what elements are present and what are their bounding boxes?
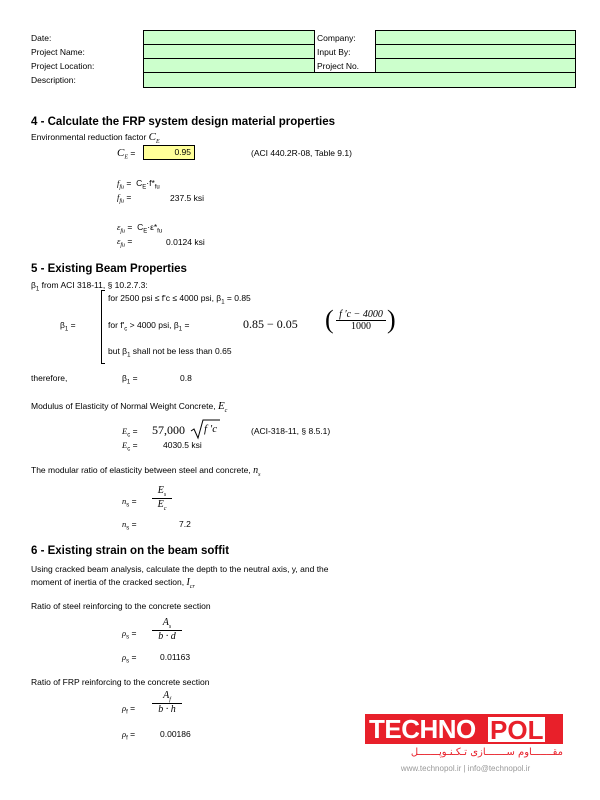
rho-f-result-symbol: $\rho_f$ = xyxy=(122,729,136,742)
project-no-field[interactable] xyxy=(375,58,576,73)
case-2-expression: 0.85 − 0.05 xyxy=(243,317,298,331)
rho-f-formula-symbol: $\rho_f$ = xyxy=(122,703,136,716)
project-location-label: Project Location: xyxy=(31,61,95,71)
ffu-value: 237.5 ksi xyxy=(170,193,205,203)
beta1-symbol: $\beta_1$ = xyxy=(60,320,76,333)
ec-text: Modulus of Elasticity of Normal Weight Concrete, $E_c$ xyxy=(31,400,228,415)
ec-value: 4030.5 ksi xyxy=(163,440,202,450)
analysis-text-line-2: moment of inertia of the cracked section, $I_{cr}$ xyxy=(31,577,195,590)
ec-formula: 57,000 xyxy=(152,423,185,437)
efu-symbol: $\varepsilon_{fu}$ = xyxy=(117,236,133,249)
input-by-label: Input By: xyxy=(317,47,351,57)
case-2-eq: = xyxy=(184,320,190,330)
ec-root: f ′c xyxy=(204,423,218,435)
ec-formula-symbol: $E_c$ = xyxy=(122,426,138,439)
case-2-text: for f' xyxy=(108,320,125,330)
efu-formula: $\varepsilon_{fu} = C_E\cdot\varepsilon*_{fu}$ xyxy=(117,222,163,235)
case-3-tail: shall not be less than 0.65 xyxy=(132,346,232,356)
rho-s-value: 0.01163 xyxy=(160,652,191,662)
rho-s-text: Ratio of steel reinforcing to the concrete section xyxy=(31,601,211,611)
ns-text: The modular ratio of elasticity between steel and concrete, $n_s$ xyxy=(31,465,261,478)
beta-source-label: from ACI 318-11, § 10.2.7.3: xyxy=(41,280,148,290)
section-5-title: 5 - Existing Beam Properties xyxy=(31,263,187,275)
company-field[interactable] xyxy=(375,30,576,45)
ffu-formula: $f_{fu} = C_E\cdot f*_{fu}$ xyxy=(117,178,160,191)
rho-f-value: 0.00186 xyxy=(160,729,191,739)
case-2-denominator: 1000 xyxy=(336,320,386,332)
section-6-title: 6 - Existing strain on the beam soffit xyxy=(31,545,230,557)
ce-symbol: $C_E$ = xyxy=(117,147,136,161)
project-name-field[interactable] xyxy=(143,44,315,59)
case-3: but $\beta_1$ shall not be less than 0.65 xyxy=(108,346,232,359)
paren-left: ( xyxy=(325,305,334,334)
beta1-result-symbol: $\beta_1$ = xyxy=(122,373,138,386)
logo-url: www.technopol.ir | info@technopol.ir xyxy=(400,764,531,773)
beta-source-text: $\beta_1$ from ACI 318-11, § 10.2.7.3: xyxy=(31,280,148,293)
ns-fraction: $\frac{E_s}{E_c}$ xyxy=(152,485,172,512)
env-reduction-label: Environmental reduction factor xyxy=(31,132,147,142)
ns-value: 7.2 xyxy=(179,519,191,529)
beta1-value: 0.8 xyxy=(180,373,192,383)
ce-input[interactable]: 0.95 xyxy=(143,145,195,160)
env-reduction-text: Environmental reduction factor $C_E$ xyxy=(31,131,160,146)
rho-f-fraction: $\frac{A_f}{b \cdot h}$ xyxy=(152,690,182,715)
logo-persian-text: مقـــــــاوم ســـــــازی تـکـنـوپـــــــل xyxy=(410,747,563,758)
date-field[interactable] xyxy=(143,30,315,45)
ce-reference: (ACI 440.2R-08, Table 9.1) xyxy=(251,148,352,158)
project-location-field[interactable] xyxy=(143,58,315,73)
analysis-text-line-1: Using cracked beam analysis, calculate the depth to the neutral axis, y, and the xyxy=(31,564,329,574)
project-no-label: Project No. xyxy=(317,61,360,71)
description-field[interactable] xyxy=(143,72,576,88)
case-2-sub: c xyxy=(124,326,128,333)
efu-value: 0.0124 ksi xyxy=(166,237,205,247)
case-2-tail: > 4000 psi, β xyxy=(129,320,179,330)
input-by-field[interactable] xyxy=(375,44,576,59)
project-name-label: Project Name: xyxy=(31,47,85,57)
ec-label: Modulus of Elasticity of Normal Weight Concrete, xyxy=(31,401,216,411)
ffu-symbol: $f_{fu}$ = xyxy=(117,192,132,205)
rho-s-fraction: $\frac{A_s}{b \cdot d}$ xyxy=(152,617,182,642)
company-label: Company: xyxy=(317,33,356,43)
ns-result-symbol: $n_s$ = xyxy=(122,519,137,532)
date-label: Date: xyxy=(31,33,52,43)
case-2-numerator: f ′c − 4000 xyxy=(339,309,383,320)
paren-right: ) xyxy=(387,305,396,334)
ec-result-symbol: $E_c$ = xyxy=(122,440,138,453)
case-1-tail: = 0.85 xyxy=(226,293,251,303)
rho-s-formula-symbol: $\rho_s$ = xyxy=(122,628,137,641)
therefore-label: therefore, xyxy=(31,373,68,383)
logo-brand-right: POL xyxy=(490,715,544,745)
ns-label: The modular ratio of elasticity between steel and concrete, xyxy=(31,465,251,475)
case-1-text: for 2500 psi ≤ f'c ≤ 4000 psi, β xyxy=(108,293,222,303)
description-label: Description: xyxy=(31,75,76,85)
logo-brand-left: TECHNO xyxy=(369,714,476,744)
section-4-title: 4 - Calculate the FRP system design material properties xyxy=(31,116,336,128)
ec-reference: (ACI-318-11, § 8.5.1) xyxy=(251,426,331,436)
ns-formula-symbol: $n_s$ = xyxy=(122,496,137,509)
case-2: for $f'_c > 4000$ psi, $\beta_1$ = xyxy=(108,320,190,333)
case-2-fraction xyxy=(336,309,386,332)
rho-f-text: Ratio of FRP reinforcing to the concrete section xyxy=(31,677,210,687)
analysis-text-2: moment of inertia of the cracked section, xyxy=(31,577,185,587)
case-3-text: but β xyxy=(108,346,128,356)
rho-s-result-symbol: $\rho_s$ = xyxy=(122,652,137,665)
cases-brace xyxy=(101,290,105,364)
case-1: for 2500 psi ≤ f'c ≤ 4000 psi, $\beta_1 = 0.85$ xyxy=(108,293,251,306)
